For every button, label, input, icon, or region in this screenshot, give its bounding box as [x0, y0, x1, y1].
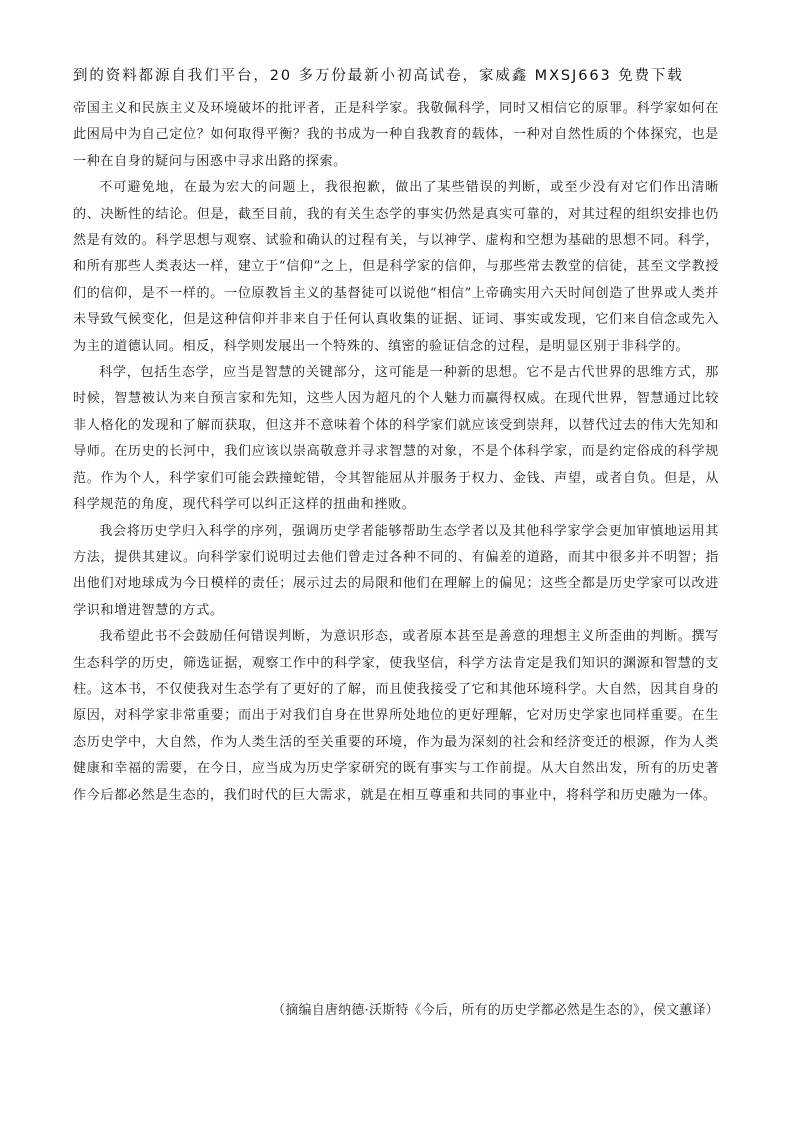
source-citation: （摘编自唐纳德·沃斯特《今后，所有的历史学都必然是生态的》，侯文蕙译）	[272, 1003, 719, 1018]
paragraph-conclusion: 我希望此书不会鼓励任何错误判断，为意识形态，或者原本甚至是善意的理想主义所歪曲的判断。撰写生态科学的历史，筛选证据，观察工作中的科学家，使我坚信，科学方法肯定是我们知识的渊源和智慧的支柱。这本书，不仅使我对生态学有了更好的了解，而且使我接受了它和其他环境科学。大自然，因其自身的原因，对科学家非常重要；而出于对我们自身在世界所处地位的更好理解，它对历史学家也同样重要。在生态历史学中，大自然，作为人类生活的至关重要的环境，作为最为深刻的社会和经济变迁的根源，作为人类健康和幸福的需要，在今日，应当成为历史学家研究的既有事实与工作前提。从大自然出发，所有的历史著作今后都必然是生态的，我们时代的巨大需求，就是在相互尊重和共同的事业中，将科学和历史融为一体。	[73, 629, 719, 803]
article-body	[73, 96, 719, 809]
download-ad-line: 到的资料都源自我们平台，20 多万份最新小初高试卷，家威鑫 MXSJ663 免费下载	[73, 68, 684, 84]
paragraph-science-wisdom: 科学，包括生态学，应当是智慧的关键部分，这可能是一种新的思想。它不是古代世界的思维方式，那时候，智慧被认为来自预言家和先知，这些人因为超凡的个人魅力而赢得权威。在现代世界，智慧通过比较非人格化的发现和了解而获取，但这并不意味着个体的科学家们就应该受到崇拜，以替代过去的伟大先知和导师。在历史的长河中，我们应该以崇高敬意并寻求智慧的对象，不是个体科学家，而是约定俗成的科学规范。作为个人，科学家们可能会跌撞蛇错，令其智能屈从并服务于权力、金钱、声望，或者自负。但是，从科学规范的角度，现代科学可以纠正这样的扭曲和挫败。	[73, 365, 719, 513]
paragraph-continuation: 帝国主义和民族主义及环境破坏的批评者，正是科学家。我敬佩科学，同时又相信它的原罪。科学家如何在此困局中为自己定位？如何取得平衡？我的书成为一种自我教育的载体，一种对自然性质的个体探究，也是一种在自身的疑问与困惑中寻求出路的探索。	[73, 101, 719, 169]
paragraph-science-belief: 不可避免地，在最为宏大的问题上，我很抱歉，做出了某些错误的判断，或至少没有对它们作出清晰的、决断性的结论。但是，截至目前，我的有关生态学的事实仍然是真实可靠的，对其过程的组织安排也仍然是有效的。科学思想与观察、试验和确认的过程有关，与以神学、虚构和空想为基础的思想不同。科学，和所有那些人类表达一样，建立于“信仰”之上，但是科学家的信仰，与那些常去教堂的信徒，甚至文学教授们的信仰，是不一样的。一位原教旨主义的基督徒可以说他“相信”上帝确实用六天时间创造了世界或人类并未导致气候变化，但是这种信仰并非来自于任何认真收集的证据、证词、事实或发现，它们来自信念或先入为主的道德认同。相反，科学则发展出一个特殊的、缜密的验证信念的过程，是明显区别于非科学的。	[73, 180, 719, 354]
paragraph-history-science: 我会将历史学归入科学的序列，强调历史学者能够帮助生态学者以及其他科学家学会更加审慎地运用其方法，提供其建议。向科学家们说明过去他们曾走过各种不同的、有偏差的道路，而其中很多并不明智；指出他们对地球成为今日模样的责任；展示过去的局限和他们在理解上的偏见；这些全都是历史学家可以改进学识和增进智慧的方式。	[73, 523, 719, 618]
